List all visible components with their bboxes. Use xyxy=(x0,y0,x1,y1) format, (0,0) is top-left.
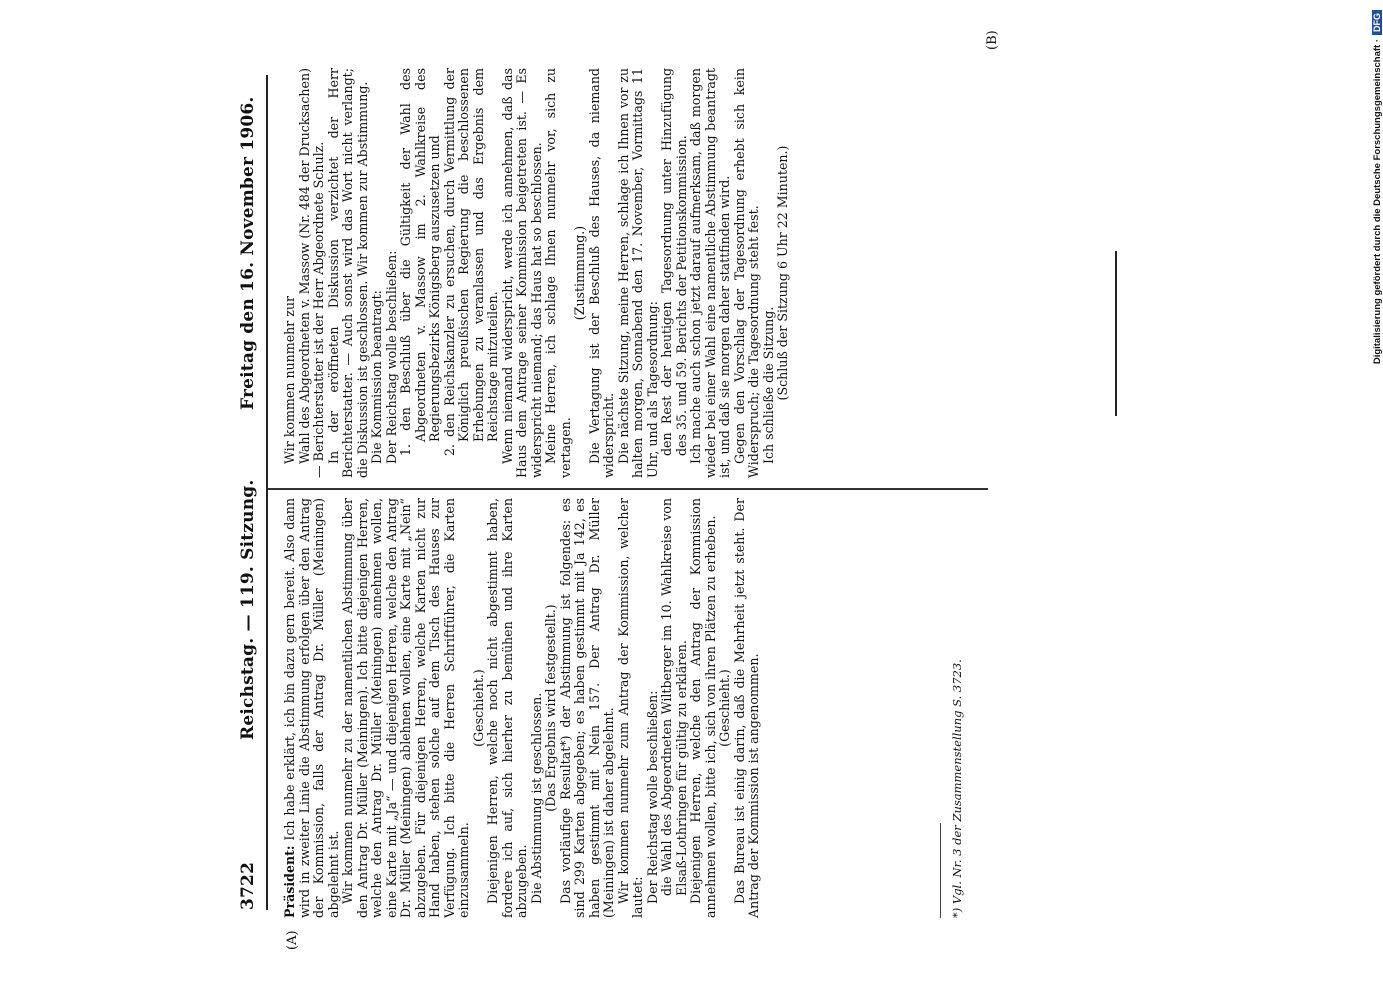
paragraph xyxy=(283,68,298,478)
footnote: *) Vgl. Nr. 3 der Zusammenstellung S. 3723. xyxy=(950,659,964,918)
paragraph-text: die Wahl des Abgeordneten Wiltberger im 10. Wahlkreise von Elsaß-Lothringen für gültig zu erklären. xyxy=(659,498,689,896)
paragraph xyxy=(733,68,762,478)
paragraph-text: Wenn niemand widerspricht, werde ich annehmen, daß das Haus dem Antrage seiner Kommission beigetreten ist. — Es widerspricht niemand; das Haus hat so beschlossen. xyxy=(499,68,544,478)
paragraph-text: Die Vertagung ist der Beschluß des Hauses, da niemand widerspricht. xyxy=(586,68,616,478)
paragraph xyxy=(559,498,617,918)
paragraph-text: Das vorläufige Resultat*) der Abstimmung ist folgendes: es sind 299 Karten abgegeben; es haben gestimmt mit Ja 142, es haben gestimmt mit Nein 157. Der Antrag Dr. Müller (Meiningen) ist daher abgelehnt. xyxy=(557,498,616,918)
session-title: Reichstag. — 119. Sitzung. xyxy=(238,479,258,740)
paragraph xyxy=(501,68,545,478)
paragraph xyxy=(544,498,559,918)
paragraph xyxy=(298,68,327,478)
paragraph-text: Meine Herren, ich schlage Ihnen nunmehr vor, sich zu vertagen. xyxy=(543,68,573,478)
paragraph xyxy=(486,498,530,918)
paragraph-text: Die Kommission beantragt: xyxy=(369,290,384,464)
paragraph-text: Das Bureau ist einig darin, daß die Mehrheit jetzt steht. Der Antrag der Kommission ist angenommen. xyxy=(731,498,761,918)
paragraph-text: Wir kommen nunmehr zur xyxy=(282,295,297,464)
paragraph-text: (Geschieht.) xyxy=(470,669,486,747)
dfg-logo: DFG xyxy=(1372,10,1382,35)
paragraph xyxy=(617,498,646,918)
paragraph xyxy=(718,498,733,918)
paragraph xyxy=(327,68,371,478)
paragraph-text: (Zustimmung.) xyxy=(572,225,587,321)
paragraph xyxy=(385,68,400,478)
paragraph-text: Diejenigen Herren, welche den Antrag der Kommission annehmen wollen, bitte ich, sich von ihren Plätzen zu erheben. xyxy=(688,498,718,918)
paragraph xyxy=(472,498,487,918)
footnote-rule xyxy=(940,823,941,918)
paragraph-text: (Das Ergebnis wird festgestellt.) xyxy=(543,604,558,812)
paragraph-text: (Geschieht.) xyxy=(717,669,732,747)
paragraph-text: Wir kommen nunmehr zu der namentlichen Abstimmung über den Antrag Dr. Müller (Meiningen). Ich bitte diejenigen Herren, welche den Antrag Dr. Müller (Meiningen) annehmen wollen, eine Karte mit „Ja“ — und diejenigen Herren, welche den Antrag Dr. Müller (Meiningen) ablehnen wollen, eine Karte mit „Nein“ abzugeben. Für diejenigen Herren, welche Karten nicht zur Hand haben, stehen solche auf dem Tisch des Hauses zur Verfügung. Ich bitte die Herren Schriftführer, die Karten einzusammeln. xyxy=(340,498,471,918)
page-header xyxy=(238,75,266,910)
paragraph-text: den Rest der heutigen Tagesordnung unter Hinzufügung des 35. und 59. Berichts der Petitionskommission. xyxy=(659,68,689,456)
right-column xyxy=(283,68,791,478)
header-rule xyxy=(266,75,268,910)
left-column xyxy=(283,498,762,918)
paragraph xyxy=(617,68,661,478)
paragraph xyxy=(370,68,385,478)
paragraph-text: Ich schließe die Sitzung. xyxy=(760,306,776,464)
paragraph xyxy=(573,68,588,478)
paragraph xyxy=(283,498,341,918)
paragraph-text: Ich habe erklärt, ich bin dazu gern bereit. Also dann wird in zweiter Linie die Abstimmung erfolgen über den Antrag der Kommission, falls der Antrag Dr. Müller (Meiningen) abgelehnt ist. xyxy=(282,498,341,918)
paragraph-text: Die nächste Sitzung, meine Herren, schlage ich Ihnen vor zu halten morgen, Sonnabend den 17. November, Vormittags 11 Uhr, und als Tagesordnung: xyxy=(615,68,660,478)
paragraph xyxy=(660,498,689,918)
paragraph-text: Wahl des Abgeordneten v. Massow (Nr. 484 der Drucksachen) — Berichterstatter ist der Herr Abgeordnete Schulz. xyxy=(296,67,326,478)
column-divider xyxy=(268,489,988,491)
page-number: 3722 xyxy=(238,861,258,910)
paragraph xyxy=(530,498,545,918)
paragraph xyxy=(443,68,501,478)
paragraph xyxy=(544,68,573,478)
paragraph xyxy=(689,498,718,918)
paragraph-text: Wir kommen nunmehr zum Antrag der Kommission, welcher lautet: xyxy=(615,498,645,918)
page-edge-bar xyxy=(1115,251,1117,416)
credit-text: Digitalisierung gefördert durch die Deutsche Forschungsgemeinschaft · xyxy=(1372,39,1383,365)
paragraph xyxy=(762,68,777,478)
paragraph-text: 1. den Beschluß über die Gültigkeit der Wahl des Abgeordneten v. Massow im 2. Wahlkreise des Regierungsbezirks Königsberg auszusetzen und xyxy=(398,68,442,456)
paragraph-text: 2. den Reichskanzler zu ersuchen, durch Vermittlung der Königlich preußischen Regierung die beschlossenen Erhebungen zu veranlassen und das Ergebnis dem Reichstage mitzuteilen. xyxy=(441,68,500,456)
digitization-credit xyxy=(1372,10,1383,440)
paragraph xyxy=(341,498,472,918)
closing-note: (Schluß der Sitzung 6 Uhr 22 Minuten.) xyxy=(775,145,790,401)
speaker-label: Präsident: xyxy=(282,845,297,918)
margin-mark-b: (B) xyxy=(985,30,1000,50)
paragraph-text: Die Abstimmung ist geschlossen. xyxy=(528,692,544,904)
paragraph-text: Gegen den Vorschlag der Tagesordnung erhebt sich kein Widerspruch; die Tagesordnung steht fest. xyxy=(731,68,761,478)
margin-mark-a: (A) xyxy=(285,930,300,950)
paragraph xyxy=(660,68,689,478)
paragraph xyxy=(588,68,617,478)
paragraph xyxy=(646,498,661,918)
paragraph-text: Diejenigen Herren, welche noch nicht abgestimmt haben, fordere ich auf, sich hierher zu bemühen und ihre Karten abzugeben. xyxy=(485,498,529,918)
paragraph xyxy=(399,68,443,478)
paragraph-text: Ich mache auch schon jetzt darauf aufmerksam, daß morgen wieder bei einer Wahl eine namentliche Abstimmung beantragt ist, und daß sie morgen daher stattfinden wird. xyxy=(688,68,732,478)
paragraph-text: In der eröffneten Diskussion verzichtet der Herr Berichterstatter. — Auch sonst wird das Wort nicht verlangt; die Diskussion ist geschlossen. Wir kommen zur Abstimmung. xyxy=(325,68,370,478)
paragraph xyxy=(733,498,762,918)
paragraph-text: Der Reichstag wolle beschließen: xyxy=(383,250,399,464)
paragraph xyxy=(689,68,733,478)
paragraph-text: Der Reichstag wolle beschließen: xyxy=(644,690,660,904)
session-date: Freitag den 16. November 1906. xyxy=(238,96,258,410)
